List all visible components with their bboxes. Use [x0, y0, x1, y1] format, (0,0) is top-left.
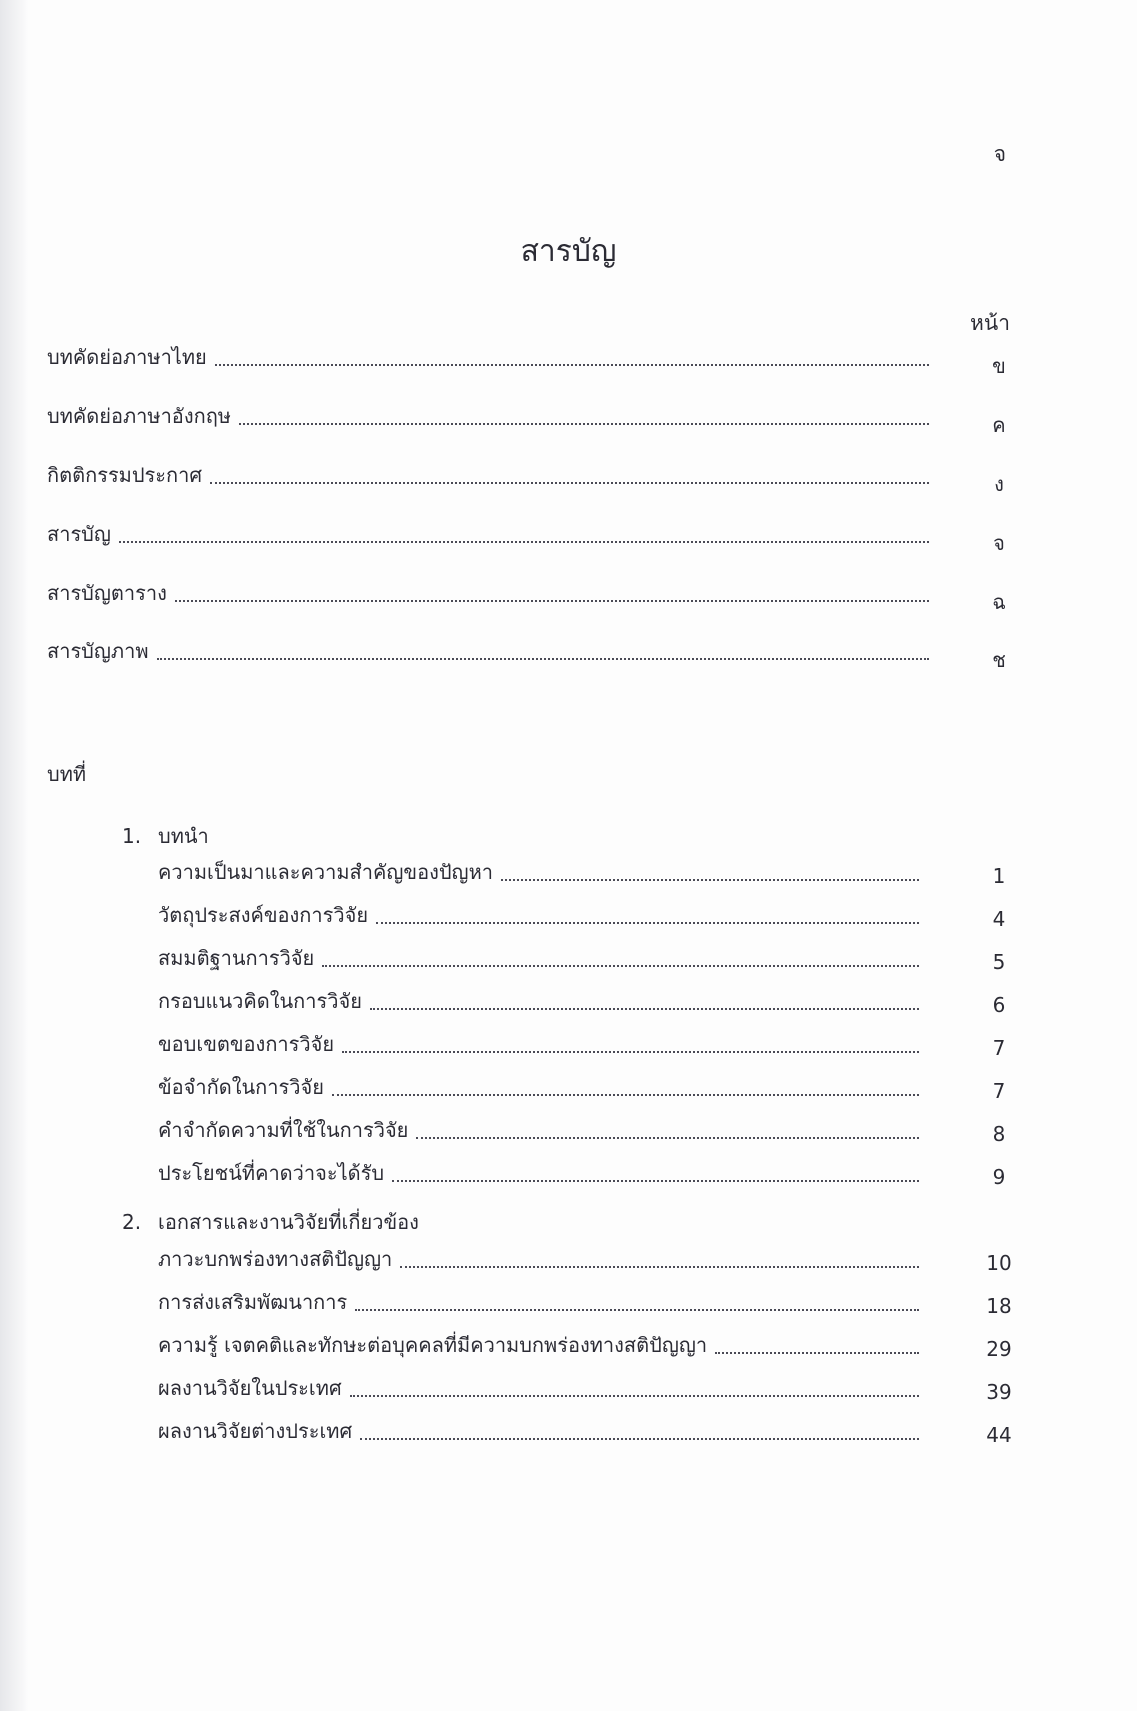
toc-entry	[158, 944, 927, 974]
leader-dots	[501, 879, 919, 881]
toc-entry-page: 8	[992, 1122, 1006, 1146]
leader-dots	[322, 965, 919, 967]
page-title: สารบัญ	[520, 234, 617, 269]
page-number: จ	[993, 142, 1006, 166]
toc-entry-page: 44	[986, 1423, 1012, 1447]
toc-entry-page: ง	[994, 472, 1004, 496]
toc-entry-label: ผลงานวิจัยต่างประเทศ	[158, 1419, 353, 1443]
toc-entry-page: 5	[992, 950, 1006, 974]
toc-entry-page: 7	[992, 1079, 1006, 1103]
leader-dots	[215, 364, 929, 366]
chapter-title	[122, 820, 209, 852]
leader-dots	[376, 922, 919, 924]
toc-entry-label: สมมติฐานการวิจัย	[158, 946, 315, 970]
toc-entry-label: บทคัดย่อภาษาอังกฤษ	[47, 404, 231, 428]
leader-dots	[715, 1352, 919, 1354]
leader-dots	[210, 482, 929, 484]
toc-entry	[158, 1417, 927, 1447]
toc-entry-label: การส่งเสริมพัฒนาการ	[158, 1290, 348, 1314]
leader-dots	[239, 423, 929, 425]
page-column-header: หน้า	[970, 311, 1010, 335]
toc-entry	[158, 1159, 927, 1189]
toc-entry	[158, 1374, 927, 1404]
toc-entry	[47, 461, 937, 491]
toc-entry-label: ข้อจำกัดในการวิจัย	[158, 1075, 324, 1099]
toc-entry-label: ผลงานวิจัยในประเทศ	[158, 1376, 342, 1400]
toc-entry	[47, 520, 937, 550]
toc-entry-page: ข	[992, 354, 1006, 378]
leader-dots	[157, 658, 929, 660]
toc-entry-page: 7	[992, 1036, 1006, 1060]
chapter-title-text: เอกสารและงานวิจัยที่เกี่ยวข้อง	[158, 1210, 419, 1234]
toc-entry-page: 1	[992, 864, 1006, 888]
leader-dots	[175, 600, 929, 602]
leader-dots	[332, 1094, 919, 1096]
toc-entry-page: 10	[986, 1251, 1012, 1275]
toc-entry	[158, 901, 927, 931]
toc-entry-label: ประโยชน์ที่คาดว่าจะได้รับ	[158, 1161, 385, 1185]
toc-entry	[158, 1073, 927, 1103]
toc-entry-label: คำจำกัดความที่ใช้ในการวิจัย	[158, 1118, 409, 1142]
leader-dots	[342, 1051, 919, 1053]
toc-entry-label: กิตติกรรมประกาศ	[47, 463, 203, 487]
toc-entry	[158, 858, 927, 888]
toc-entry-label: สารบัญภาพ	[47, 639, 149, 663]
toc-entry-page: 4	[992, 907, 1006, 931]
toc-entry-page: ค	[992, 413, 1006, 437]
toc-entry-label: ความรู้ เจตคติและทักษะต่อบุคคลที่มีความบกพร่องทางสติปัญญา	[158, 1333, 708, 1357]
toc-entry	[47, 343, 937, 373]
leader-dots	[416, 1137, 919, 1139]
toc-entry-page: 39	[986, 1380, 1012, 1404]
toc-entry	[47, 402, 937, 432]
toc-entry-page: ช	[992, 648, 1006, 672]
toc-entry-label: บทคัดย่อภาษาไทย	[47, 345, 207, 369]
chapter-number: 2.	[122, 1210, 142, 1234]
toc-entry-page: 9	[992, 1165, 1006, 1189]
leader-dots	[350, 1395, 919, 1397]
toc-entry-label: ภาวะบกพร่องทางสติปัญญา	[158, 1247, 393, 1271]
toc-entry	[158, 1288, 927, 1318]
toc-entry	[158, 1331, 927, 1361]
chapter-title-text: บทนำ	[158, 824, 209, 848]
toc-entry	[158, 987, 927, 1017]
toc-entry	[158, 1030, 927, 1060]
toc-entry	[47, 579, 937, 609]
toc-entry-page: จ	[993, 531, 1005, 555]
toc-entry-page: ฉ	[992, 590, 1006, 614]
chapter-heading: บทที่	[47, 762, 87, 786]
toc-entry	[158, 1116, 927, 1146]
toc-entry-label: ความเป็นมาและความสำคัญของปัญหา	[158, 860, 494, 884]
leader-dots	[119, 541, 929, 543]
chapter-title	[122, 1206, 419, 1238]
chapter-number: 1.	[122, 824, 142, 848]
leader-dots	[355, 1309, 919, 1311]
toc-entry-label: สารบัญ	[47, 522, 111, 546]
toc-entry-label: กรอบแนวคิดในการวิจัย	[158, 989, 362, 1013]
toc-entry-page: 18	[986, 1294, 1012, 1318]
leader-dots	[360, 1438, 919, 1440]
toc-entry-label: ขอบเขตของการวิจัย	[158, 1032, 335, 1056]
toc-entry	[158, 1245, 927, 1275]
toc-entry-page: 29	[986, 1337, 1012, 1361]
leader-dots	[370, 1008, 919, 1010]
leader-dots	[400, 1266, 919, 1268]
toc-entry-label: วัตถุประสงค์ของการวิจัย	[158, 903, 369, 927]
toc-entry-label: สารบัญตาราง	[47, 581, 167, 605]
toc-entry	[47, 637, 937, 667]
toc-entry-page: 6	[992, 993, 1006, 1017]
leader-dots	[392, 1180, 919, 1182]
